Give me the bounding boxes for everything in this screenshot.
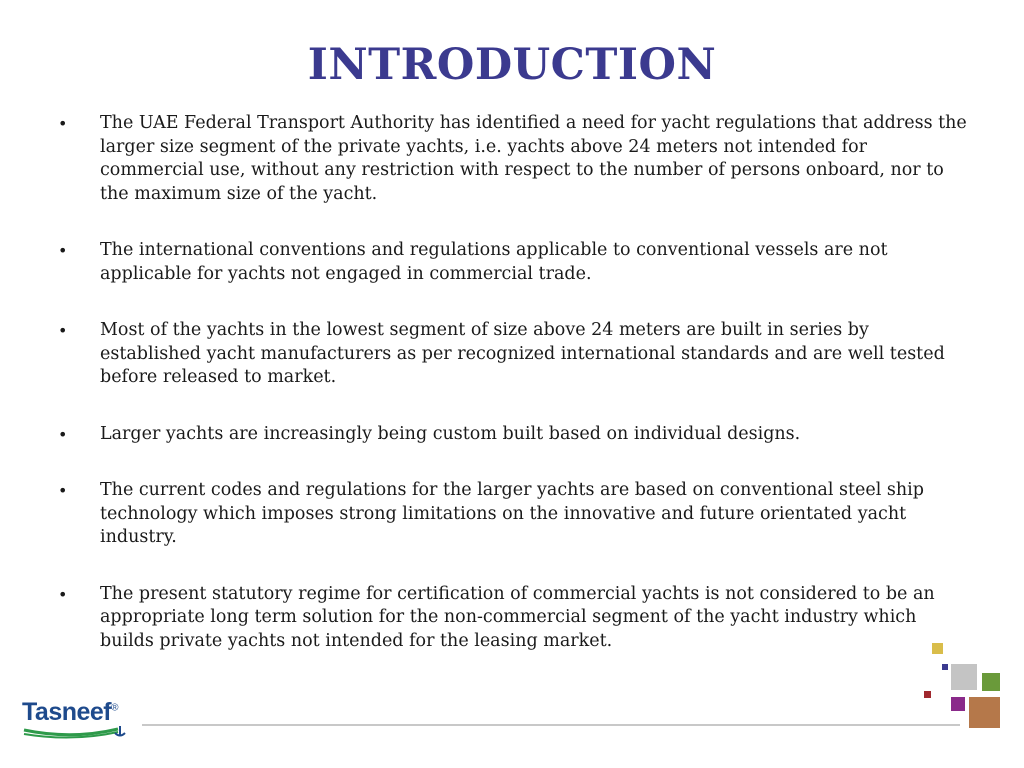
bullet-dot: • <box>58 584 68 604</box>
bullet-dot: • <box>58 241 68 260</box>
bullet-dot: • <box>58 114 68 133</box>
bullet-item <box>58 112 968 206</box>
bullet-dot: • <box>58 424 68 444</box>
bullet-item <box>58 423 968 447</box>
bullet-item <box>58 479 968 550</box>
deco-square-green <box>982 673 1000 691</box>
bullet-item <box>58 239 968 286</box>
tasneef-logo <box>22 698 142 742</box>
bullet-text: Larger yachts are increasingly being custom built based on individual designs. <box>100 423 801 444</box>
logo-text: Tasneef® <box>22 698 119 726</box>
bullet-text: Most of the yachts in the lowest segment of size above 24 meters are built in series by established yacht manufacturers as per recognized international standards and are well tested before released to market. <box>100 320 945 387</box>
bullet-item <box>58 583 968 654</box>
bullet-text: The UAE Federal Transport Authority has identified a need for yacht regulations that address the larger size segment of the private yachts, i.e. yachts above 24 meters not intended for commercial use, without any restriction with respect to the number of persons onboard, nor to the maximum size of the yacht. <box>100 113 967 204</box>
footer-divider <box>142 724 960 726</box>
deco-square-brown <box>969 697 1000 728</box>
bullet-text: The current codes and regulations for the larger yachts are based on conventional steel ship technology which imposes strong limitations on the innovative and future orientated yacht industry. <box>100 480 924 547</box>
deco-square-purple <box>951 697 965 711</box>
logo-swoosh-icon <box>22 726 142 740</box>
bullet-item <box>58 319 968 390</box>
deco-square-red <box>924 691 931 698</box>
deco-square-grey <box>951 664 977 690</box>
bullet-text: The present statutory regime for certification of commercial yachts is not considered to be an appropriate long term solution for the non-commercial segment of the yacht industry which builds private yachts not intended for the leasing market. <box>100 583 935 651</box>
bullet-list <box>58 112 968 686</box>
registered-mark: ® <box>111 702 119 714</box>
bullet-dot: • <box>58 321 68 340</box>
deco-square-yellow <box>932 643 943 654</box>
bullet-text: The international conventions and regulations applicable to conventional vessels are not applicable for yachts not engaged in commercial trade. <box>100 240 888 284</box>
deco-square-navy <box>942 664 948 670</box>
bullet-dot: • <box>58 481 68 500</box>
slide-title: INTRODUCTION <box>307 40 717 90</box>
